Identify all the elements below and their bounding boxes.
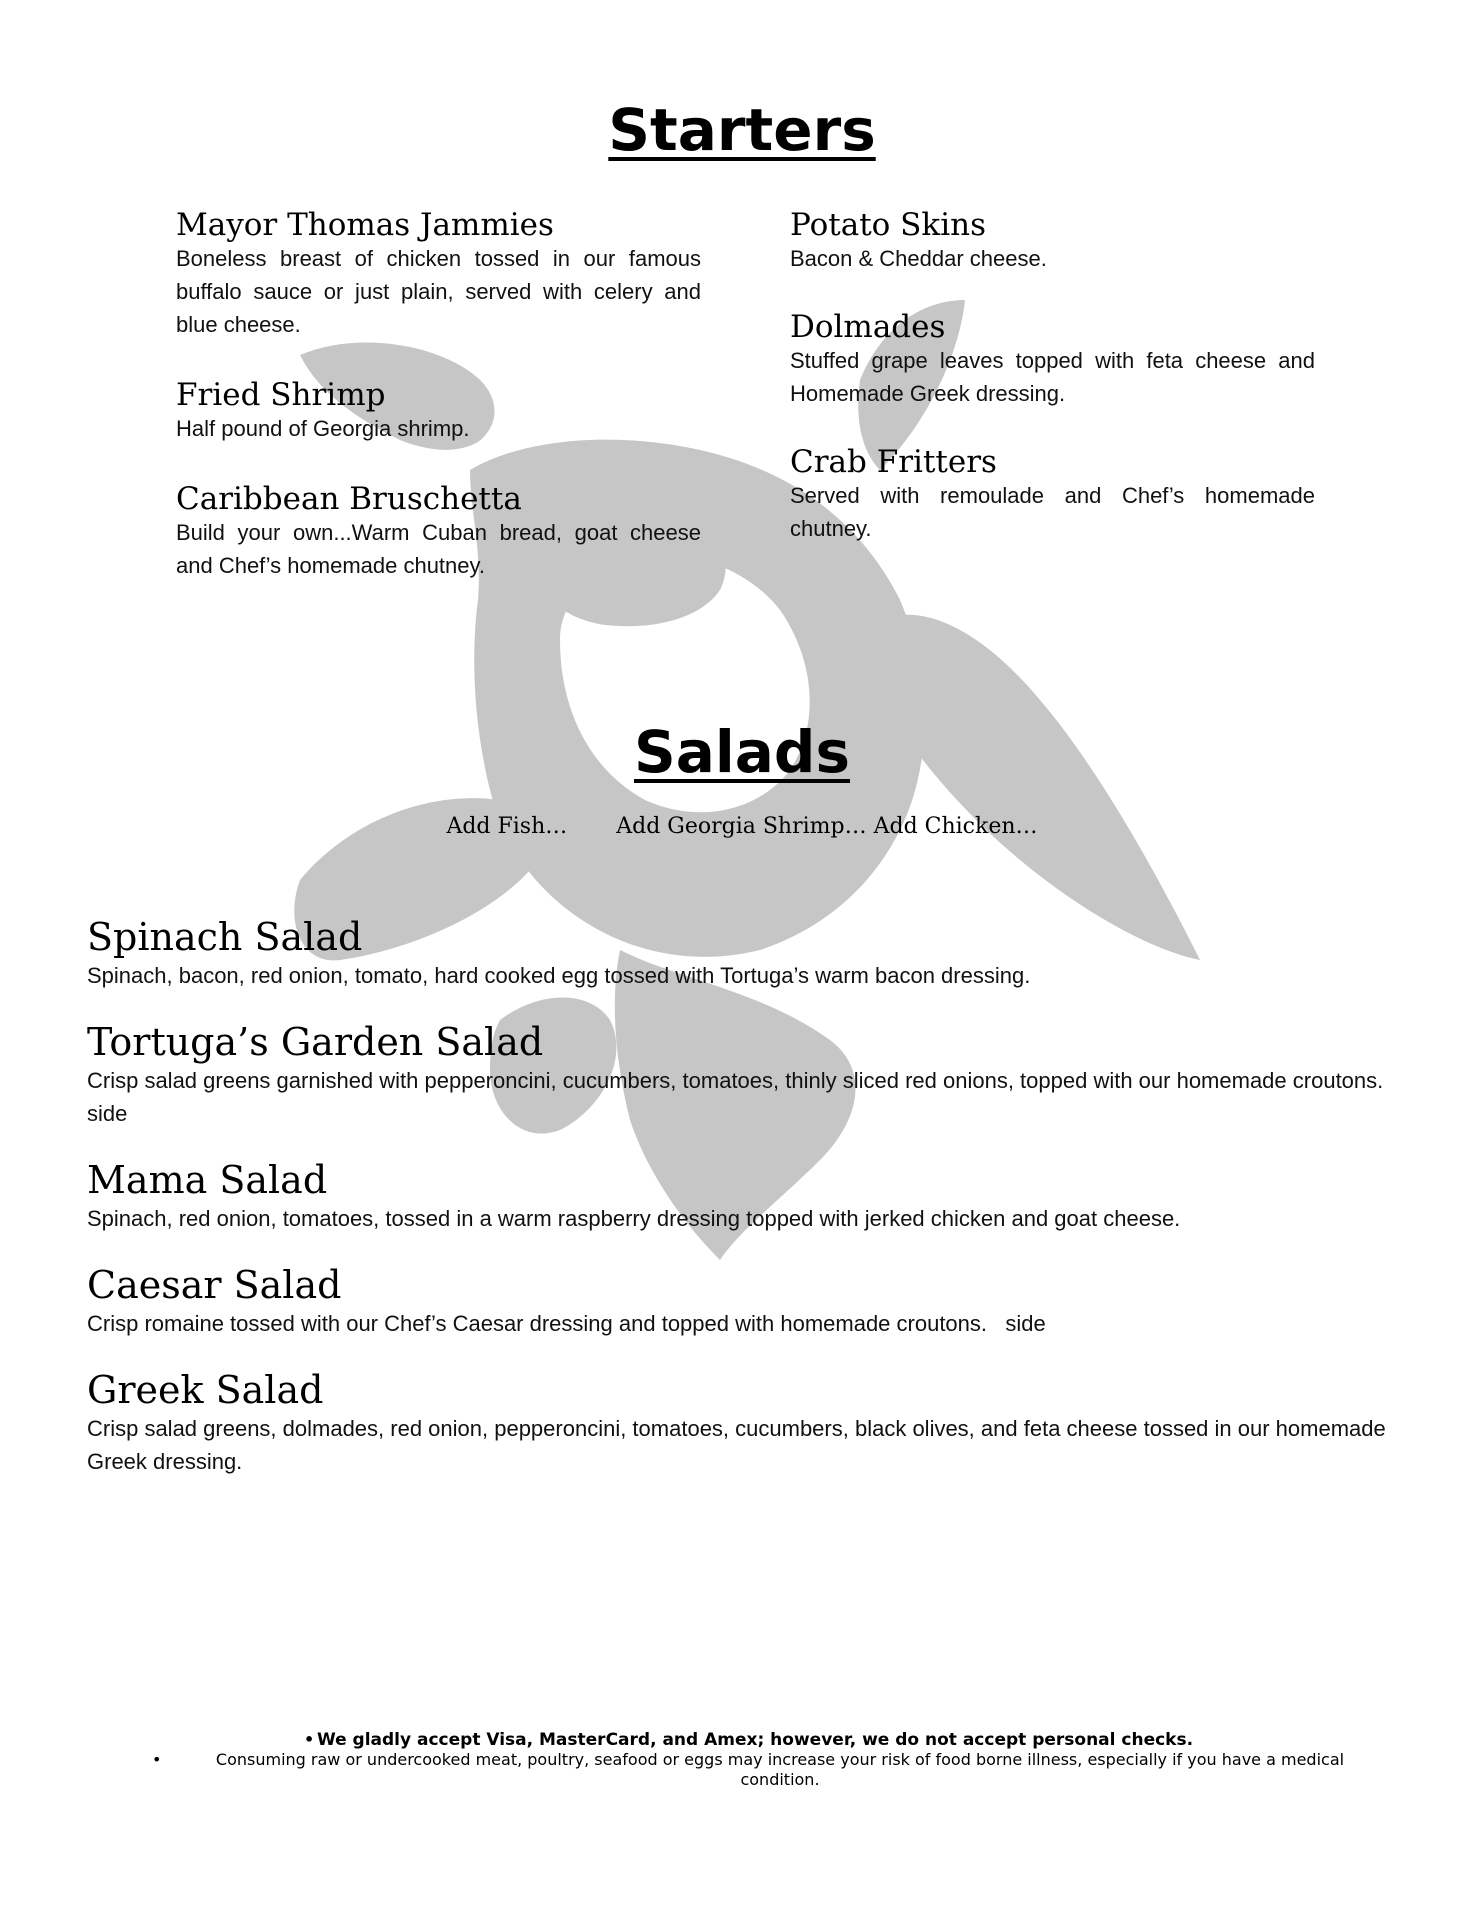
menu-item (87, 1158, 1407, 1235)
salads-list (87, 915, 1407, 1506)
item-description: Half pound of Georgia shrimp. (176, 416, 470, 441)
payment-note-text: We gladly accept Visa, MasterCard, and Amex; however, we do not accept personal checks. (316, 1730, 1194, 1750)
item-name: Tortuga’s Garden Salad (87, 1020, 544, 1064)
item-name: Potato Skins (790, 207, 986, 243)
item-description: Crisp salad greens garnished with pepperoncini, cucumbers, tomatoes, thinly sliced red onions, topped with our homemade croutons. side (87, 1068, 1402, 1126)
item-name: Caesar Salad (87, 1263, 342, 1307)
menu-item (87, 1263, 1407, 1340)
salads-heading: Salads (634, 718, 850, 786)
menu-item (790, 310, 1315, 410)
item-name: Crab Fritters (790, 444, 997, 480)
addon-chicken: Add Chicken… (873, 814, 1038, 839)
starters-heading: Starters (608, 96, 876, 164)
footer-notes (140, 1730, 1370, 1790)
menu-item (176, 208, 701, 341)
item-name: Dolmades (790, 309, 946, 345)
item-description: Crisp salad greens, dolmades, red onion, pepperoncini, tomatoes, cucumbers, black olives, and feta cheese tossed in our homemade Greek dressing. (87, 1416, 1386, 1474)
item-description: Served with remoulade and Chef’s homemade chutney. (790, 483, 1315, 541)
item-name: Greek Salad (87, 1368, 324, 1412)
health-note-text: Consuming raw or undercooked meat, poultry, seafood or eggs may increase your risk of food borne illness, especially if you have a medical condition. (215, 1750, 1345, 1789)
bullet-icon: • (304, 1730, 315, 1749)
menu-item (790, 208, 1315, 275)
item-description: Spinach, bacon, red onion, tomato, hard cooked egg tossed with Tortuga’s warm bacon dressing. (87, 963, 1031, 988)
menu-item (87, 1020, 1407, 1130)
salad-addons (0, 814, 1484, 839)
health-note (140, 1750, 1370, 1790)
item-name: Caribbean Bruschetta (176, 481, 522, 517)
item-description: Bacon & Cheddar cheese. (790, 246, 1047, 271)
item-description: Stuffed grape leaves topped with feta cheese and Homemade Greek dressing. (790, 348, 1315, 406)
item-name: Spinach Salad (87, 915, 363, 959)
menu-item (176, 378, 701, 445)
item-name: Mama Salad (87, 1158, 328, 1202)
menu-item (176, 482, 701, 582)
item-name: Mayor Thomas Jammies (176, 207, 554, 243)
payment-note (140, 1730, 1370, 1750)
item-description: Build your own...Warm Cuban bread, goat cheese and Chef’s homemade chutney. (176, 520, 701, 578)
menu-item (87, 1368, 1407, 1478)
menu-item (790, 445, 1315, 545)
item-description: Crisp romaine tossed with our Chef’s Caesar dressing and topped with homemade croutons. side (87, 1311, 1046, 1336)
addon-fish: Add Fish… (446, 814, 568, 839)
item-name: Fried Shrimp (176, 377, 386, 413)
item-description: Spinach, red onion, tomatoes, tossed in a warm raspberry dressing topped with jerked chicken and goat cheese. (87, 1206, 1181, 1231)
bullet-icon: • (152, 1750, 162, 1769)
item-description: Boneless breast of chicken tossed in our famous buffalo sauce or just plain, served with celery and blue cheese. (176, 246, 701, 337)
menu-item (87, 915, 1407, 992)
addon-shrimp: Add Georgia Shrimp… (616, 814, 867, 839)
starters-right-column (790, 208, 1315, 580)
starters-left-column (176, 208, 701, 619)
